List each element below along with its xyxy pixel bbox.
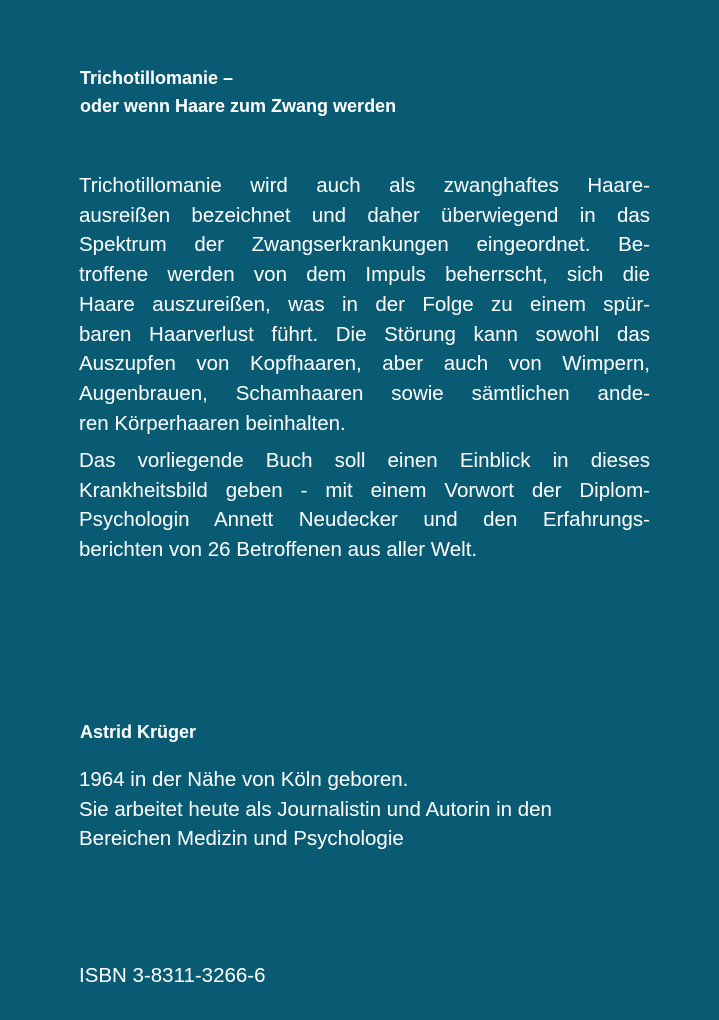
paragraph-line: berichten von 26 Betroffenen aus aller Welt. (79, 538, 478, 562)
paragraph-line: baren Haarverlust führt. Die Störung kann sowohl das (79, 322, 650, 346)
paragraph-line: Spektrum der Zwangserkrankungen eingeordnet. Be- (79, 233, 650, 257)
paragraph-line: Psychologin Annett Neudecker und den Erfahrungs- (79, 508, 650, 532)
bio-line: Bereichen Medizin und Psychologie (79, 827, 404, 850)
paragraph-line: Augenbrauen, Schamhaaren sowie sämtlichen ande- (79, 381, 650, 405)
paragraph-line: troffene werden von dem Impuls beherrscht, sich die (79, 263, 650, 287)
description-paragraph-1 (79, 171, 650, 438)
bio-line: 1964 in der Nähe von Köln geboren. (79, 768, 409, 791)
cover-heading (80, 64, 660, 120)
author-name: Astrid Krüger (80, 722, 197, 742)
paragraph-line: Haare auszureißen, was in der Folge zu einem spür- (79, 292, 650, 316)
author-bio (79, 765, 659, 854)
heading-line-1: Trichotillomanie – (80, 68, 234, 88)
paragraph-line: Trichotillomanie wird auch als zwanghaftes Haare- (79, 174, 650, 197)
bio-line: Sie arbeitet heute als Journalistin und Autorin in den (79, 797, 552, 821)
isbn-number: ISBN 3-8311-3266-6 (79, 964, 266, 987)
paragraph-line: ausreißen bezeichnet und daher überwiegend in das (79, 203, 650, 227)
paragraph-line: Auszupfen von Kopfhaaren, aber auch von Wimpern, (79, 352, 650, 376)
paragraph-line: ren Körperhaaren beinhalten. (79, 411, 346, 435)
description-paragraph-2 (79, 446, 650, 565)
paragraph-line: Krankheitsbild geben - mit einem Vorwort der Diplom- (79, 478, 650, 502)
heading-line-2: oder wenn Haare zum Zwang werden (80, 96, 397, 116)
paragraph-line: Das vorliegende Buch soll einen Einblick in dieses (79, 449, 650, 472)
